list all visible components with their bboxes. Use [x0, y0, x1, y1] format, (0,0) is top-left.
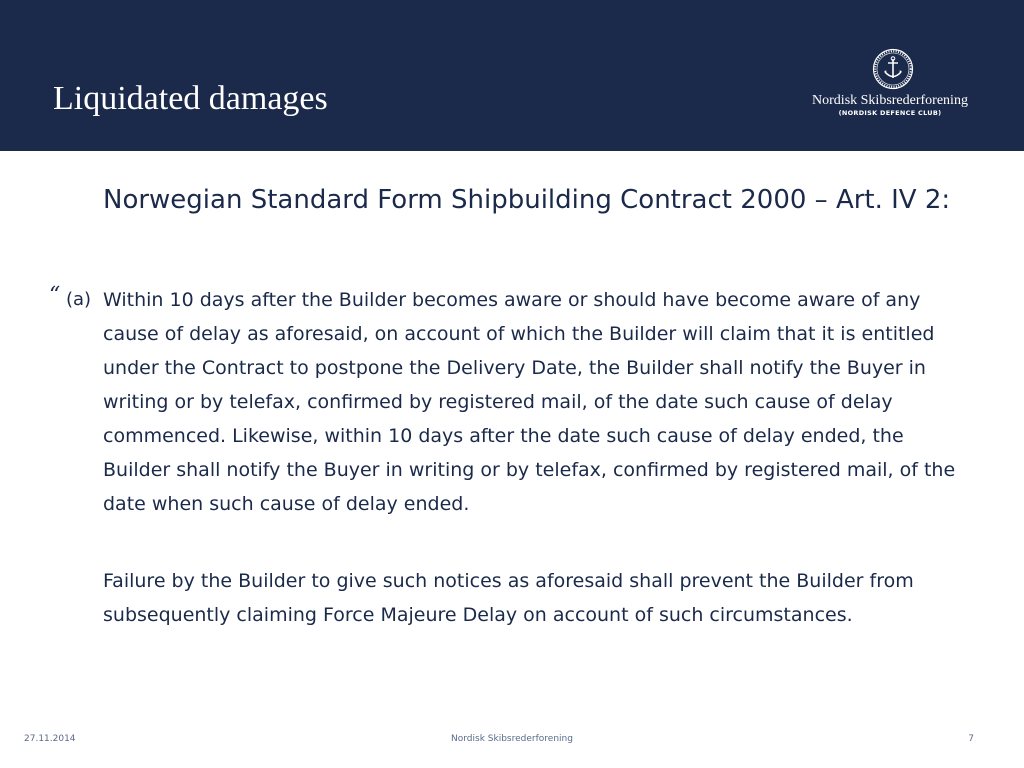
- page-number: 7: [968, 734, 974, 744]
- clause-paragraph-1: Within 10 days after the Builder becomes aware or should have become aware of any cause of delay as aforesaid, on account of which the Builder will claim that it is entitled under the Contract to postpone the Delivery Date, the Builder shall notify the Buyer in writing or by telefax, confirmed by registered mail, of the date such cause of delay commenced. Likewise, within 10 days after the date such cause of delay ended, the Builder shall notify the Buyer in writing or by telefax, confirmed by registered mail, of the date when such cause of delay ended.: [103, 289, 956, 515]
- header-bar: [0, 0, 1024, 151]
- clause-label: (a): [66, 289, 92, 310]
- logo-name: Nordisk Skibsrederforening: [812, 93, 968, 108]
- anchor-seal-icon: [872, 48, 914, 90]
- opening-quote-mark: “: [49, 283, 61, 308]
- contract-heading: Norwegian Standard Form Shipbuilding Contract 2000 – Art. IV 2:: [103, 185, 951, 215]
- logo-subtitle: (NORDISK DEFENCE CLUB): [838, 109, 942, 117]
- logo: [800, 48, 980, 123]
- footer-organization: Nordisk Skibsrederforening: [451, 734, 573, 744]
- footer-date: 27.11.2014: [24, 734, 76, 744]
- slide-title: Liquidated damages: [53, 80, 328, 117]
- clause-paragraph-2: Failure by the Builder to give such notices as aforesaid shall prevent the Builder from subsequently claiming Force Majeure Delay on account of such circumstances.: [103, 570, 914, 626]
